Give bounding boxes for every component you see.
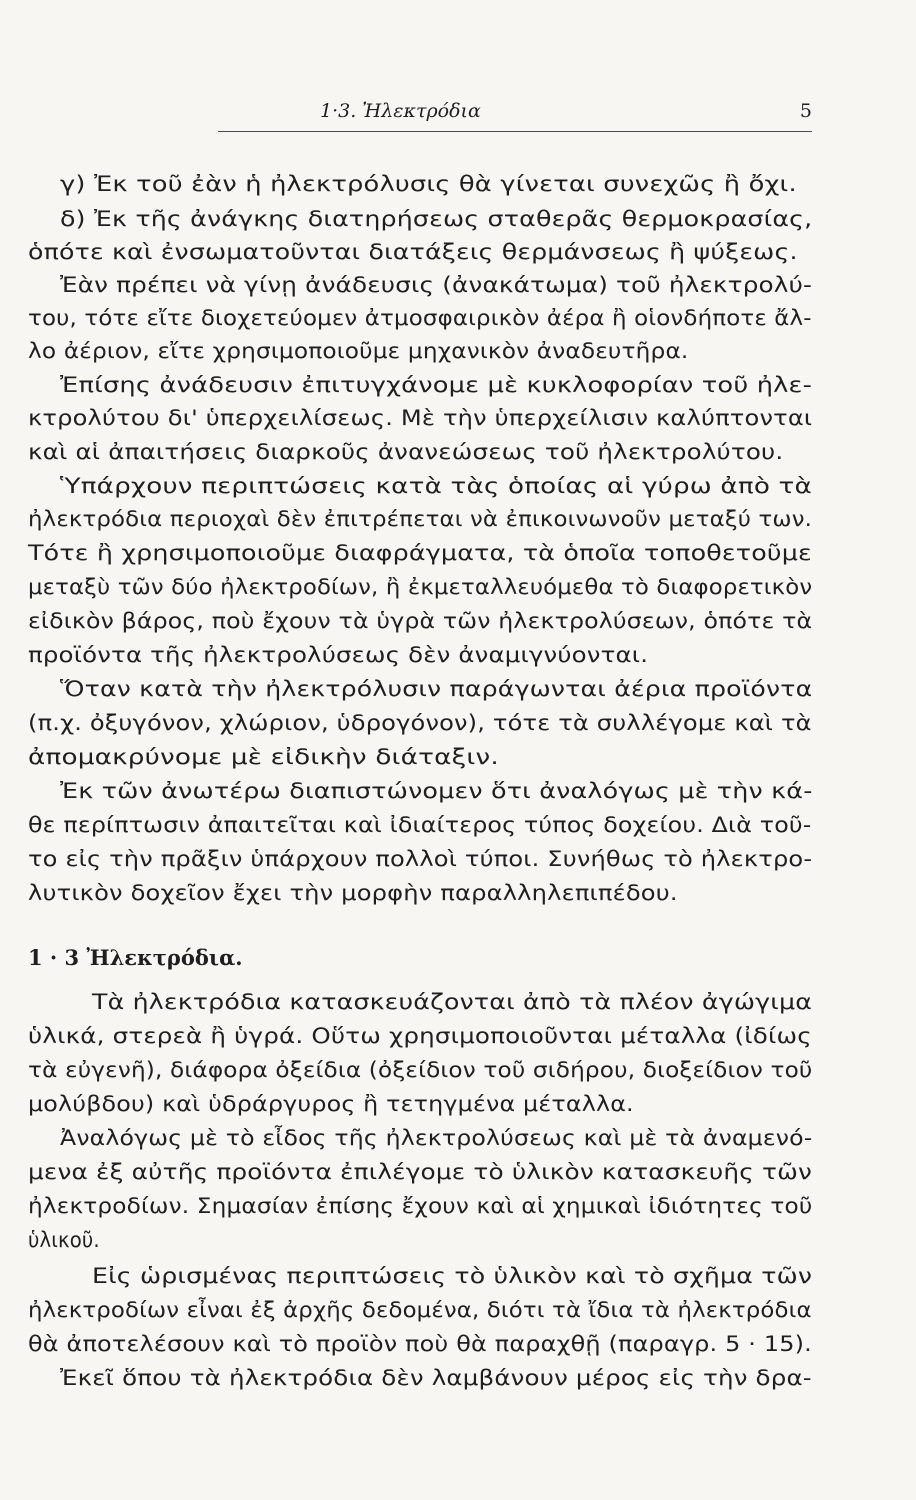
text-line: μολύβδου) καὶ ὑδράργυρος ἢ τετηγμένα μέταλλα. (28, 1092, 634, 1116)
text-line: κτρολύτου δι' ὑπερχειλίσεως. Μὲ τὴν ὑπερχείλισιν καλύπτονται (28, 406, 813, 430)
text-line: Ἐπίσης ἀνάδευσιν ἐπιτυγχάνομε μὲ κυκλοφορίαν τοῦ ἠλε- (60, 373, 813, 397)
text-line: εἰδικὸν βάρος, ποὺ ἔχουν τὰ ὑγρὰ τῶν ἠλεκτρολύσεων, ὁπότε τὰ (28, 609, 813, 633)
text-line: ἀπομακρύνομε μὲ εἰδικὴν διάταξιν. (28, 745, 499, 769)
text-line: (π.χ. ὀξυγόνον, χλώριον, ὑδρογόνον), τότε τὰ συλλέγομε καὶ τὰ (28, 711, 812, 735)
text-line: τὰ εὐγενῆ), διάφορα ὀξείδια (ὀξείδιον τοῦ σιδήρου, διοξείδιον τοῦ (28, 1058, 813, 1082)
section-heading: 1 · 3 Ἠλεκτρόδια. (28, 945, 243, 970)
text-line: Ἀναλόγως μὲ τὸ εἶδος τῆς ἠλεκτρολύσεως καὶ μὲ τὰ ἀναμενό- (60, 1126, 813, 1150)
text-line: Ἐκεῖ ὅπου τὰ ἠλεκτρόδια δὲν λαμβάνουν μέρος εἰς τὴν δρα- (60, 1366, 812, 1390)
text-line: του, τότε εἴτε διοχετεύομεν ἀτμοσφαιρικὸν ἀέρα ἢ οἱονδήποτε ἄλ- (28, 306, 812, 330)
text-line: γ) Ἐκ τοῦ ἐὰν ἡ ἠλεκτρόλυσις θὰ γίνεται συνεχῶς ἢ ὄχι. (60, 172, 797, 196)
text-line: ὁπότε καὶ ἐνσωματοῦνται διατάξεις θερμάνσεως ἢ ψύξεως. (28, 240, 798, 264)
text-line: Τὰ ἠλεκτρόδια κατασκευάζονται ἀπὸ τὰ πλέον ἀγώγιμα (92, 990, 813, 1014)
text-line: ἠλεκτρόδια περιοχαὶ δὲν ἐπιτρέπεται νὰ ἐπικοινωνοῦν μεταξύ των. (28, 507, 813, 531)
text-line: Ἐκ τῶν ἀνωτέρω διαπιστώνομεν ὅτι ἀναλόγως μὲ τὴν κά- (60, 779, 813, 803)
text-line: ὑλικά, στερεὰ ἢ ὑγρά. Οὕτω χρησιμοποιοῦνται μέταλλα (ἰδίως (28, 1024, 812, 1048)
running-head-title: 1·3. Ἠλεκτρόδια (320, 100, 481, 122)
text-line: θὰ ἀποτελέσουν καὶ τὸ προϊὸν ποὺ θὰ παραχθῇ (παραγρ. 5 · 15). (28, 1332, 812, 1356)
text-line: το εἰς τὴν πρᾶξιν ὑπάρχουν πολλοὶ τύποι. Συνήθως τὸ ἠλεκτρο- (28, 847, 813, 871)
text-line: Εἰς ὡρισμένας περιπτώσεις τὸ ὑλικὸν καὶ τὸ σχῆμα τῶν (92, 1264, 813, 1288)
text-line: ὑλικοῦ. (28, 1228, 100, 1252)
text-line: καὶ αἱ ἀπαιτήσεις διαρκοῦς ἀνανεώσεως τοῦ ἠλεκτρολύτου. (28, 440, 784, 464)
text-line: Ἐὰν πρέπει νὰ γίνῃ ἀνάδευσις (ἀνακάτωμα) τοῦ ἠλεκτρολύ- (60, 273, 813, 297)
text-line: μεταξὺ τῶν δύο ἠλεκτροδίων, ἢ ἐκμεταλλευόμεθα τὸ διαφορετικὸν (28, 575, 813, 599)
text-line: προϊόντα τῆς ἠλεκτρολύσεως δὲν ἀναμιγνύονται. (28, 643, 649, 667)
page-number: 5 (799, 100, 812, 122)
text-line: Ὑπάρχουν περιπτώσεις κατὰ τὰς ὁποίας αἱ γύρω ἀπὸ τὰ (60, 474, 812, 498)
text-line: Τότε ἢ χρησιμοποιοῦμε διαφράγματα, τὰ ὁποῖα τοποθετοῦμε (28, 541, 812, 565)
text-line: ἠλεκτροδίων εἶναι ἐξ ἀρχῆς δεδομένα, διότι τὰ ἴδια τὰ ἠλεκτρόδια (28, 1298, 812, 1322)
text-line: δ) Ἐκ τῆς ἀνάγκης διατηρήσεως σταθερᾶς θερμοκρασίας, (60, 207, 813, 231)
text-line: μενα ἐξ αὐτῆς προϊόντα ἐπιλέγομε τὸ ὑλικὸν κατασκευῆς τῶν (28, 1160, 813, 1184)
text-line: θε περίπτωσιν ἀπαιτεῖται καὶ ἰδιαίτερος τύπος δοχείου. Διὰ τοῦ- (28, 813, 812, 837)
text-line: λο ἀέριον, εἴτε χρησιμοποιοῦμε μηχανικὸν ἀναδευτῆρα. (28, 339, 689, 363)
text-line: λυτικὸν δοχεῖον ἔχει τὴν μορφὴν παραλληλεπιπέδου. (28, 881, 678, 905)
text-line: ἠλεκτροδίων. Σημασίαν ἐπίσης ἔχουν καὶ αἱ χημικαὶ ἰδιότητες τοῦ (28, 1194, 813, 1218)
text-line: Ὅταν κατὰ τὴν ἠλεκτρόλυσιν παράγωνται ἀέρια προϊόντα (60, 677, 813, 701)
